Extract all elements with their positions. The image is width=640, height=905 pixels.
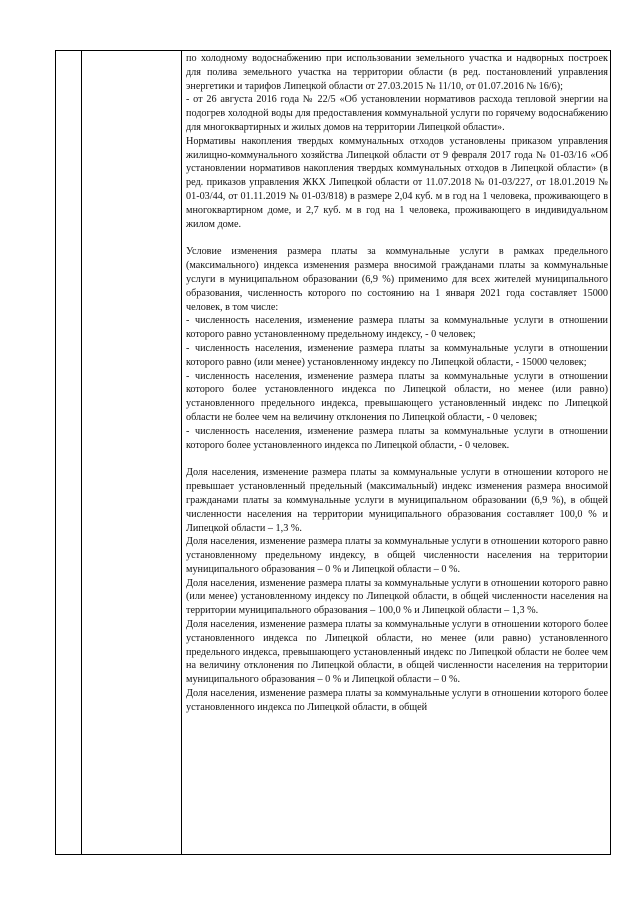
paragraph: - численность населения, изменение размера платы за коммунальные услуги в отношении которого равно установленному предельному индексу, - 0 человек; [186,315,608,341]
paragraph: Нормативы накопления твердых коммунальных отходов установлены приказом управления жилищно-коммунального хозяйства Липецкой области от 9 февраля 2017 года № 01-03/16 «Об установлении нормативов накопления твердых коммунальных отходов в Липецкой области» (в ред. приказов управления ЖКХ Липецкой области от 11.07.2018 № 01-03/227, от 18.01.2019 № 01-03/44, от 01.11.2019 № 01-03/818) в размере 2,04 куб. м в год на 1 человека, проживающего в многоквартирном доме, и 2,7 куб. м в год на 1 человека, проживающего в индивидуальном жилом доме. [186,135,608,230]
paragraph: - численность населения, изменение размера платы за коммунальные услуги в отношении которого равно (или менее) установленному индексу по Липецкой области, - 15000 человек; [186,342,608,368]
column-divider-1 [81,51,82,854]
paragraph: Доля населения, изменение размера платы за коммунальные услуги в отношении которого более установленного индекса по Липецкой области, в общей [186,688,608,713]
paragraph: - от 26 августа 2016 года № 22/5 «Об установлении нормативов расхода тепловой энергии на подогрев холодной воды для предоставления коммунальной услуги по горячему водоснабжению для многоквартирных и жилых домов на территории Липецкой области». [186,94,608,133]
text-cell [186,52,608,715]
paragraph: - численность населения, изменение размера платы за коммунальные услуги в отношении которого более установленного индекса по Липецкой области, но менее (или равно) установленного предельного индекса, превышающего установленный индекс по Липецкой области не более чем на величину отклонения по Липецкой области, - 0 человек; [186,370,608,423]
paragraph: Доля населения, изменение размера платы за коммунальные услуги в отношении которого более установленного индекса по Липецкой области, но менее (или равно) установленного предельного индекса, превышающего установленный индекс по Липецкой области не более чем на величину отклонения по Липецкой области, в общей численности населения на территории муниципального образования – 0 % и Липецкой области – 0 %. [186,619,608,686]
paragraph: Доля населения, изменение размера платы за коммунальные услуги в отношении которого не превышает установленный предельный (максимальный) индекс изменения размера вносимой гражданами платы за коммунальные услуги в муниципальном образовании (6,9 %), в общей численности населения на территории муниципального образования составляет 100,0 % и Липецкой области – 1,3 %. [186,467,608,534]
document-table [55,50,611,855]
paragraph: по холодному водоснабжению при использовании земельного участка и надворных построек для полива земельного участка на территории области (в ред. постановлений управления энергетики и тарифов Липецкой области от 27.03.2015 № 11/10, от 01.07.2016 № 16/6); [186,53,608,92]
paragraph: Условие изменения размера платы за коммунальные услуги в рамках предельного (максимального) индекса изменения размера вносимой гражданами платы за коммунальные услуги в муниципальном образовании (6,9 %) применимо для всех жителей муниципального образования, численность которого по состоянию на 1 января 2021 года составляет 15000 человек, в том числе: [186,246,608,313]
paragraph: Доля населения, изменение размера платы за коммунальные услуги в отношении которого равно установленному предельному индексу, в общей численности населения на территории муниципального образования – 0 % и Липецкой области – 0 %. [186,536,608,575]
paragraph: Доля населения, изменение размера платы за коммунальные услуги в отношении которого равно (или менее) установленному индексу по Липецкой области, в общей численности населения на территории муниципального образования – 100,0 % и Липецкой области – 1,3 %. [186,577,608,617]
column-divider-2 [181,51,182,854]
paragraph: - численность населения, изменение размера платы за коммунальные услуги в отношении которого более установленного индекса по Липецкой области, - 0 человек. [186,425,608,451]
